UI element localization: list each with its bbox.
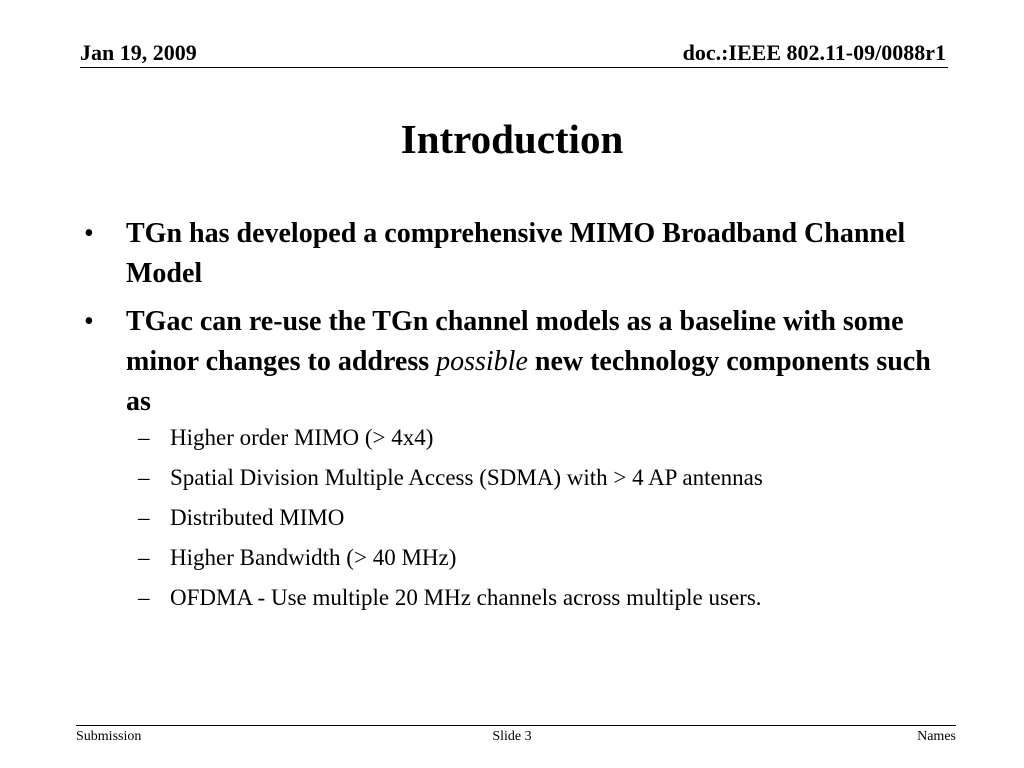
bullet-text: new technology components such as <box>126 346 931 417</box>
dash-icon: – <box>138 505 150 530</box>
sub-bullet-text: Distributed MIMO <box>170 505 345 530</box>
header-divider <box>80 67 948 68</box>
sub-bullet-item <box>126 584 944 612</box>
sub-bullet-item <box>126 424 944 452</box>
footer-submission: Submission <box>76 729 142 744</box>
bullet-text: TGn has developed a comprehensive MIMO Broadband Channel Model <box>126 218 906 289</box>
sub-bullet-text: Spatial Division Multiple Access (SDMA) with > 4 AP antennas <box>170 465 763 490</box>
slide-title: Introduction <box>400 116 624 162</box>
bullet-emphasis: possible <box>436 346 528 377</box>
dash-icon: – <box>138 425 150 450</box>
bullet-list <box>84 214 944 624</box>
dash-icon: – <box>138 545 150 570</box>
dash-icon: – <box>138 465 150 490</box>
bullet-item <box>84 302 944 612</box>
footer-slide-number: Slide 3 <box>492 729 532 744</box>
sub-bullet-item <box>126 544 944 572</box>
bullet-text: TGac can re-use the TGn channel models as a baseline with some minor changes to address <box>126 306 904 377</box>
dash-icon: – <box>138 585 150 610</box>
sub-bullet-list <box>126 424 944 612</box>
bullet-icon: • <box>84 218 94 249</box>
header-date: Jan 19, 2009 <box>80 40 197 65</box>
sub-bullet-item <box>126 464 944 492</box>
sub-bullet-text: Higher order MIMO (> 4x4) <box>170 425 434 450</box>
bullet-item <box>84 214 944 294</box>
sub-bullet-text: Higher Bandwidth (> 40 MHz) <box>170 545 457 570</box>
bullet-icon: • <box>84 306 94 337</box>
sub-bullet-item <box>126 504 944 532</box>
footer-names: Names <box>917 729 956 744</box>
header-document-id: doc.:IEEE 802.11-09/0088r1 <box>682 40 946 65</box>
footer-divider <box>76 725 956 726</box>
sub-bullet-text: OFDMA - Use multiple 20 MHz channels across multiple users. <box>170 585 762 610</box>
